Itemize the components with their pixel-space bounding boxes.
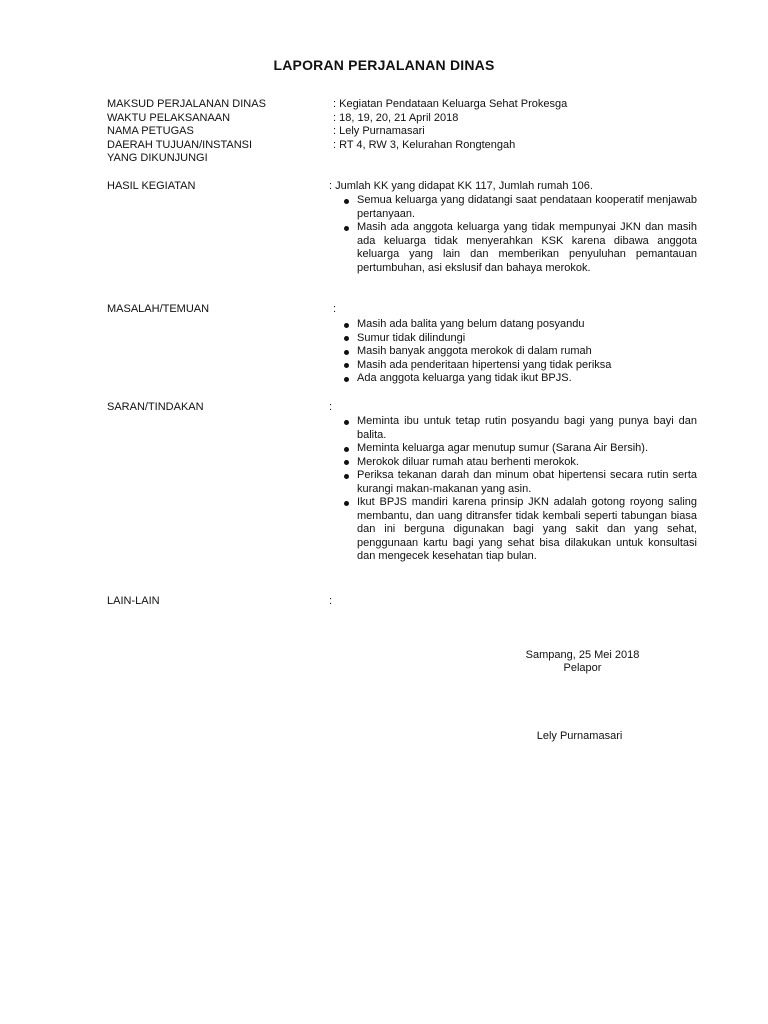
section-colon: : — [329, 595, 333, 607]
info-value: : 18, 19, 20, 21 April 2018 — [333, 112, 459, 124]
list-item: Meminta ibu untuk tetap rutin posyandu bagi yang punya bayi dan balita. — [342, 415, 697, 442]
list-item: Semua keluarga yang didatangi saat pendataan kooperatif menjawab pertanyaan. — [342, 194, 697, 221]
info-label: NAMA PETUGAS — [107, 125, 194, 137]
section-label: SARAN/TINDAKAN — [107, 401, 204, 413]
signature-place-date: Sampang, 25 Mei 2018 — [525, 649, 640, 661]
signature-name: Lely Purnamasari — [536, 730, 623, 742]
list-item: Sumur tidak dilindungi — [342, 332, 697, 346]
info-label: WAKTU PELAKSANAAN — [107, 112, 231, 124]
info-value: : Kegiatan Pendataan Keluarga Sehat Prokesga — [333, 98, 568, 110]
info-label-continued: YANG DIKUNJUNGI — [107, 152, 208, 164]
list-item: Masih banyak anggota merokok di dalam rumah — [342, 345, 697, 359]
list-item: Masih ada balita yang belum datang posyandu — [342, 318, 697, 332]
list-item: Ada anggota keluarga yang tidak ikut BPJS. — [342, 372, 697, 386]
section-label: LAIN-LAIN — [107, 595, 160, 607]
list-item: Masih ada anggota keluarga yang tidak mempunyai JKN dan masih ada keluarga tidak menyerahkan KSK karena dibawa anggota keluarga yang lain dan memberikan penyuluhan pemantauan pertumbuhan, asi ekslusif dan bahaya merokok. — [342, 221, 697, 275]
hasil-list — [342, 194, 697, 275]
section-label: HASIL KEGIATAN — [107, 180, 196, 192]
section-colon: : — [329, 401, 333, 413]
document-title: LAPORAN PERJALANAN DINAS — [273, 57, 495, 73]
info-label: DAERAH TUJUAN/INSTANSI — [107, 139, 253, 151]
saran-list — [342, 415, 697, 564]
info-label: MAKSUD PERJALANAN DINAS — [107, 98, 266, 110]
list-item: Ikut BPJS mandiri karena prinsip JKN adalah gotong royong saling membantu, dan uang ditransfer tidak kembali seperti tabungan biasa dan ini berguna digunakan bagi yang sakit dan yang sehat, penggunaan kartu bagi yang sehat bisa dilakukan untuk konsultasi dan mengecek kesehatan tiap bulan. — [342, 496, 697, 564]
list-item: Meminta keluarga agar menutup sumur (Sarana Air Bersih). — [342, 442, 697, 456]
signature-role: Pelapor — [563, 662, 602, 674]
info-value: : RT 4, RW 3, Kelurahan Rongtengah — [333, 139, 516, 151]
section-colon: : — [333, 303, 337, 315]
section-label: MASALAH/TEMUAN — [107, 303, 210, 315]
list-item: Merokok diluar rumah atau berhenti merokok. — [342, 456, 697, 470]
list-item: Periksa tekanan darah dan minum obat hipertensi secara rutin serta kurangi makan-makanan yang asin. — [342, 469, 697, 496]
info-value: : Lely Purnamasari — [333, 125, 425, 137]
masalah-list — [342, 318, 697, 386]
section-value: : Jumlah KK yang didapat KK 117, Jumlah rumah 106. — [329, 180, 593, 192]
list-item: Masih ada penderitaan hipertensi yang tidak periksa — [342, 359, 697, 373]
